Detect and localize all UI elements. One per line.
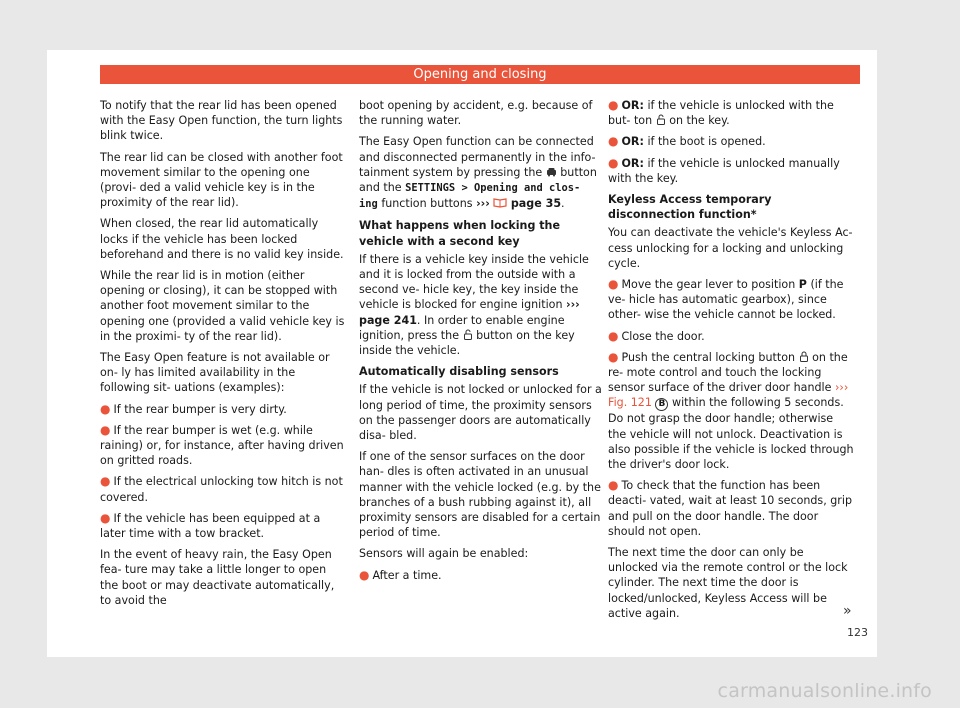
bullet-dot-icon: ● xyxy=(608,134,619,149)
lock-icon xyxy=(799,351,809,362)
bullet-dot-icon: ● xyxy=(608,155,619,170)
book-reference-icon xyxy=(493,197,507,208)
paragraph: To notify that the rear lid has been opened with the Easy Open function, the turn lights blink twice. xyxy=(100,99,343,143)
bullet-dot-icon: ● xyxy=(359,567,370,582)
bullet-dot-icon: ● xyxy=(608,349,619,364)
page-number: 123 xyxy=(847,626,868,639)
bullet-item: ● If the rear bumper is very dirty. xyxy=(100,401,287,416)
bullet-item: ● If the rear bumper is wet (e.g. while raining) or, for instance, after having driven on gritted roads. xyxy=(100,422,344,468)
bullet-item: ● OR: if the vehicle is unlocked manually with the key. xyxy=(608,155,840,185)
subheading: Automatically disabling sensors xyxy=(359,365,559,379)
bullet-item: ● If the electrical unlocking tow hitch is not covered. xyxy=(100,474,343,504)
bullet-dot-icon: ● xyxy=(100,422,111,437)
subheading: Keyless Access temporary disconnection function* xyxy=(608,193,772,222)
paragraph: When closed, the rear lid automatically locks if the vehicle has been locked beforehand and there is no valid key inside. xyxy=(100,217,344,261)
bullet-item: ● Move the gear lever to position P (if the ve- hicle has automatic gearbox), since other- wise the vehicle cannot be locked. xyxy=(608,277,844,322)
paragraph: The next time the door can only be unlocked via the remote control or the lock cylinder. The next time the door is locked/unlocked, Keyless Access will be active again. xyxy=(608,546,848,620)
paragraph: The Easy Open feature is not available or on- ly has limited availability in the following sit- uations (examples): xyxy=(100,351,330,395)
paragraph: While the rear lid is in motion (either opening or closing), it can be stopped with another foot movement similar to the opening one (provided a valid vehicle key is in the proximi- ty of the rear lid). xyxy=(100,269,345,343)
paragraph: The Easy Open function can be connected and disconnected permanently in the info- tainment system by pressing the button and the SETTINGS > Opening and clos- ing function buttons ››› page 35. xyxy=(359,135,597,211)
unlock-icon xyxy=(463,329,473,340)
figure-callout-badge: B xyxy=(655,398,668,411)
paragraph: Sensors will again be enabled: xyxy=(359,547,529,561)
bullet-item: ● OR: if the boot is opened. xyxy=(608,134,766,149)
column-middle xyxy=(359,98,605,589)
paragraph: The rear lid can be closed with another foot movement similar to the opening one (provi- ded a valid vehicle key is in the proximity of the rear lid). xyxy=(100,150,343,210)
bullet-item: ● Push the central locking button on the re- mote control and touch the locking sensor surface of the driver door handle ››› Fig. 121 B within the following 5 seconds. Do not grasp the door handle; otherwise the vehicle will not unlock. Deactivation is also possible if the vehicle is locked through the driver's door lock. xyxy=(608,349,854,472)
bullet-dot-icon: ● xyxy=(608,277,619,292)
column-right xyxy=(608,98,854,627)
bullet-item: ● Close the door. xyxy=(608,328,705,343)
paragraph: boot opening by accident, e.g. because of the running water. xyxy=(359,99,593,128)
section-header: Opening and closing xyxy=(100,65,860,84)
menu-path: SETTINGS > Opening and clos- ing xyxy=(359,182,581,211)
bullet-dot-icon: ● xyxy=(608,98,619,112)
page-link[interactable]: page 241 xyxy=(359,313,417,327)
bullet-item: ● If the vehicle has been equipped at a later time with a tow bracket. xyxy=(100,510,321,541)
bullet-dot-icon: ● xyxy=(608,328,619,343)
page-link[interactable]: page 35 xyxy=(510,197,562,211)
paragraph: If one of the sensor surfaces on the door han- dles is often activated in an unusual manner with the vehicle locked (e.g. by the branches of a bush rubbing against it), all proximity sensors are disabled for a certain period of time. xyxy=(359,450,601,540)
bullet-dot-icon: ● xyxy=(100,401,111,416)
paragraph: You can deactivate the vehicle's Keyless Ac- cess unlocking for a locking and unlocking cycle. xyxy=(608,226,853,270)
car-menu-icon xyxy=(546,167,557,177)
bullet-item: ● OR: if the vehicle is unlocked with the but- ton on the key. xyxy=(608,98,834,128)
continued-arrow-icon: » xyxy=(843,603,852,619)
bullet-dot-icon: ● xyxy=(100,510,111,525)
bullet-item: ● After a time. xyxy=(359,567,442,582)
column-left xyxy=(100,98,346,614)
bullet-item: ● To check that the function has been deacti- vated, wait at least 10 seconds, grip and pull on the door handle. The door should not open. xyxy=(608,478,852,538)
subheading: What happens when locking the vehicle with a second key xyxy=(359,219,560,248)
bullet-dot-icon: ● xyxy=(100,474,111,489)
paragraph: In the event of heavy rain, the Easy Open fea- ture may take a little longer to open the boot or may deactivate automatically, to avoid the xyxy=(100,548,335,607)
paragraph: If there is a vehicle key inside the vehicle and it is locked from the outside with a second ve- hicle key, the key inside the vehicle is blocked for engine ignition ››› page 241. In order to enable engine ignition, press the button on the key inside the vehicle. xyxy=(359,252,589,358)
paragraph: If the vehicle is not locked or unlocked for a long period of time, the proximity sensors on the passenger doors are automatically disa- bled. xyxy=(359,383,602,443)
watermark: carmanualsonline.info xyxy=(717,680,932,702)
unlock-icon xyxy=(656,114,666,125)
figure-link[interactable]: Fig. 121 xyxy=(608,396,652,410)
bullet-dot-icon: ● xyxy=(608,478,619,493)
